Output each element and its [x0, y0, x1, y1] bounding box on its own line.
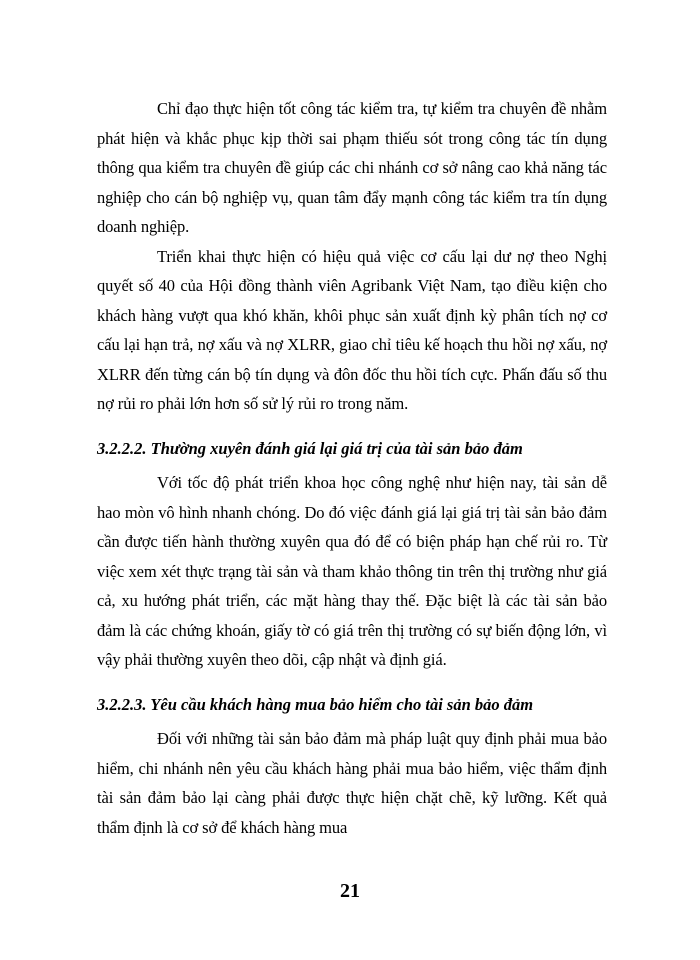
paragraph-asset-insurance: Đối với những tài sản bảo đảm mà pháp luật quy định phải mua bảo hiểm, chi nhánh nên yêu cầu khách hàng phải mua bảo hiểm, việc thẩm định tài sản đảm bảo lại càng phải được thực hiện chặt chẽ, kỹ lưỡng. Kết quả thẩm định là cơ sở để khách hàng mua [97, 729, 607, 837]
section-heading-3222: 3.2.2.2. Thường xuyên đánh giá lại giá trị của tài sản bảo đảm [97, 438, 523, 458]
paragraph-asset-revaluation: Với tốc độ phát triển khoa học công nghệ như hiện nay, tài sản dễ hao mòn vô hình nhanh chóng. Do đó việc đánh giá lại giá trị tài sản bảo đảm cần được tiến hành thường xuyên qua đó để có biện pháp hạn chế rủi ro. Từ việc xem xét thực trạng tài sản và tham khảo thông tin trên thị trường như giá cả, xu hướng phát triển, các mặt hàng thay thế. Đặc biệt là các tài sản bảo đảm là các chứng khoán, giấy tờ có giá trên thị trường có sự biến động lớn, vì vậy phải thường xuyên theo dõi, cập nhật và định giá. [97, 473, 607, 669]
document-page [97, 94, 607, 842]
section-heading-3223: 3.2.2.3. Yêu cầu khách hàng mua bảo hiểm cho tài sản bảo đảm [97, 694, 534, 714]
paragraph-debt-restructuring: Triển khai thực hiện có hiệu quả việc cơ cấu lại dư nợ theo Nghị quyết số 40 của Hội đồng thành viên Agribank Việt Nam, tạo điều kiện cho khách hàng vượt qua khó khăn, khôi phục sản xuất định kỳ phân tích nợ cơ cấu lại hạn trả, nợ xấu và nợ XLRR, giao chỉ tiêu kế hoạch thu hồi nợ xấu, nợ XLRR đến từng cán bộ tín dụng và đôn đốc thu hồi tích cực. Phấn đấu số thu nợ rủi ro phải lớn hơn số sử lý rủi ro trong năm. [97, 246, 607, 413]
paragraph-inspection: Chỉ đạo thực hiện tốt công tác kiểm tra, tự kiểm tra chuyên đề nhằm phát hiện và khắc phục kịp thời sai phạm thiếu sót trong công tác tín dụng thông qua kiểm tra chuyên đề giúp các chi nhánh cơ sở nâng cao khả năng tác nghiệp cho cán bộ nghiệp vụ, quan tâm đẩy mạnh công tác kiểm tra tín dụng doanh nghiệp. [97, 99, 607, 236]
page-number: 21 [340, 880, 360, 902]
